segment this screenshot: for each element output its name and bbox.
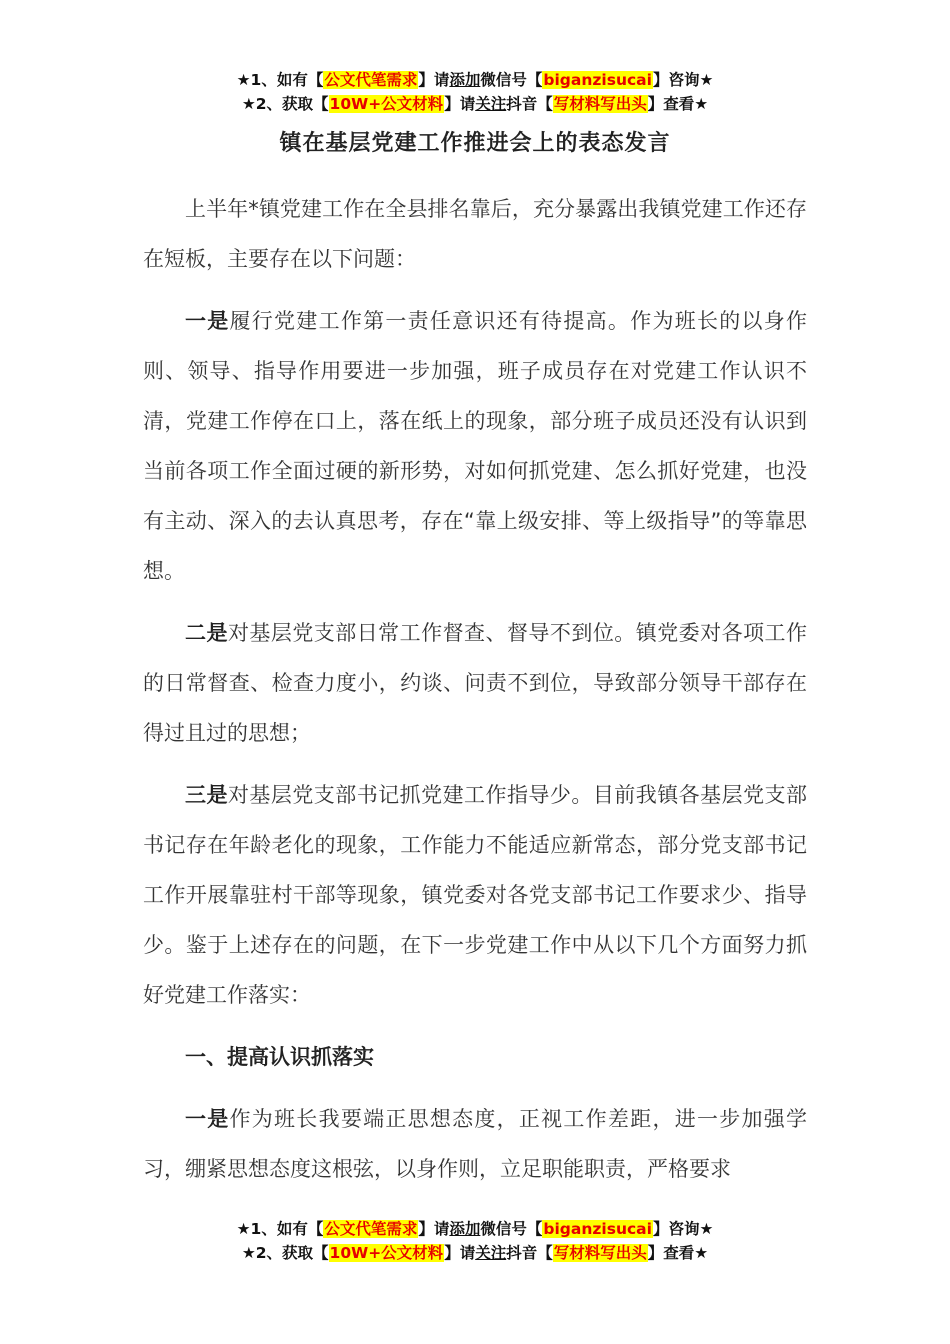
promo-text: 微信号【 [480, 71, 543, 89]
promo-text: 】咨询★ [652, 71, 714, 89]
paragraph-text: 对基层党支部日常工作督查、督导不到位。镇党委对各项工作的日常督查、检查力度小，约谈、问责不到位，导致部分领导干部存在得过且过的思想； [143, 621, 808, 745]
promo-wechat-id: biganzisucai [543, 71, 652, 89]
promo-highlight: 公文代笔需求 [324, 71, 418, 89]
document-title: 镇在基层党建工作推进会上的表态发言 [279, 131, 671, 156]
promo-line-1 [0, 1217, 950, 1241]
promo-text: 】查看★ [647, 1244, 709, 1262]
promo-underline: 添加 [449, 71, 481, 89]
paragraph-text: 履行党建工作第一责任意识还有待提高。作为班长的以身作则、领导、指导作用要进一步加强，班子成员存在对党建工作认识不清，党建工作停在口上，落在纸上的现象，部分班子成员还没有认识到当前各项工作全面过硬的新形势，对如何抓党建、怎么抓好党建，也没有主动、深入的去认真思考，存在“靠上级安排、等上级指导”的等靠思想。 [143, 309, 808, 583]
promo-wechat-id: biganzisucai [543, 1220, 652, 1238]
promo-text: 】请 [444, 95, 476, 113]
paragraph: 上半年*镇党建工作在全县排名靠后，充分暴露出我镇党建工作还存在短板，主要存在以下问题： [143, 197, 807, 271]
promo-underline: 关注 [475, 1244, 507, 1262]
promo-text: ★1、如有【 [236, 1220, 324, 1238]
paragraph-lead: 二是 [185, 621, 228, 645]
promo-highlight: 写材料写出头 [553, 1244, 647, 1262]
paragraph [143, 296, 807, 596]
paragraph-text: 对基层党支部书记抓党建工作指导少。目前我镇各基层党支部书记存在年龄老化的现象，工作能力不能适应新常态，部分党支部书记工作开展靠驻村干部等现象，镇党委对各党支部书记工作要求少、指导少。鉴于上述存在的问题，在下一步党建工作中从以下几个方面努力抓好党建工作落实： [143, 783, 808, 1007]
promo-text: ★1、如有【 [236, 71, 324, 89]
promo-line-2 [0, 92, 950, 116]
promo-highlight: 10W+公文材料 [329, 95, 444, 113]
promo-text: 】咨询★ [652, 1220, 714, 1238]
promo-underline: 关注 [475, 95, 507, 113]
paragraph-lead: 一是 [185, 1107, 230, 1131]
promo-text: ★2、获取【 [241, 95, 329, 113]
promo-banner-bottom [0, 1217, 950, 1265]
paragraph [143, 1094, 807, 1194]
paragraph [143, 770, 807, 1020]
promo-highlight: 10W+公文材料 [329, 1244, 444, 1262]
promo-text: 】请 [444, 1244, 476, 1262]
promo-text: ★2、获取【 [241, 1244, 329, 1262]
promo-text: 】请 [418, 71, 450, 89]
promo-text: 】请 [418, 1220, 450, 1238]
promo-banner-top [0, 68, 950, 116]
paragraph-lead: 一是 [185, 309, 230, 333]
promo-text: 】查看★ [647, 95, 709, 113]
promo-line-2 [0, 1241, 950, 1265]
promo-text: 微信号【 [480, 1220, 543, 1238]
promo-highlight: 公文代笔需求 [324, 1220, 418, 1238]
paragraph-text: 作为班长我要端正思想态度，正视工作差距，进一步加强学习，绷紧思想态度这根弦，以身作则，立足职能职责，严格要求 [143, 1107, 808, 1181]
promo-highlight: 写材料写出头 [553, 95, 647, 113]
promo-line-1 [0, 68, 950, 92]
promo-text: 抖音【 [506, 95, 553, 113]
paragraph [143, 608, 807, 758]
section-heading: 一、提高认识抓落实 [185, 1045, 374, 1069]
document-body [143, 184, 807, 1206]
promo-underline: 添加 [449, 1220, 481, 1238]
promo-text: 抖音【 [506, 1244, 553, 1262]
paragraph-lead: 三是 [185, 783, 228, 807]
